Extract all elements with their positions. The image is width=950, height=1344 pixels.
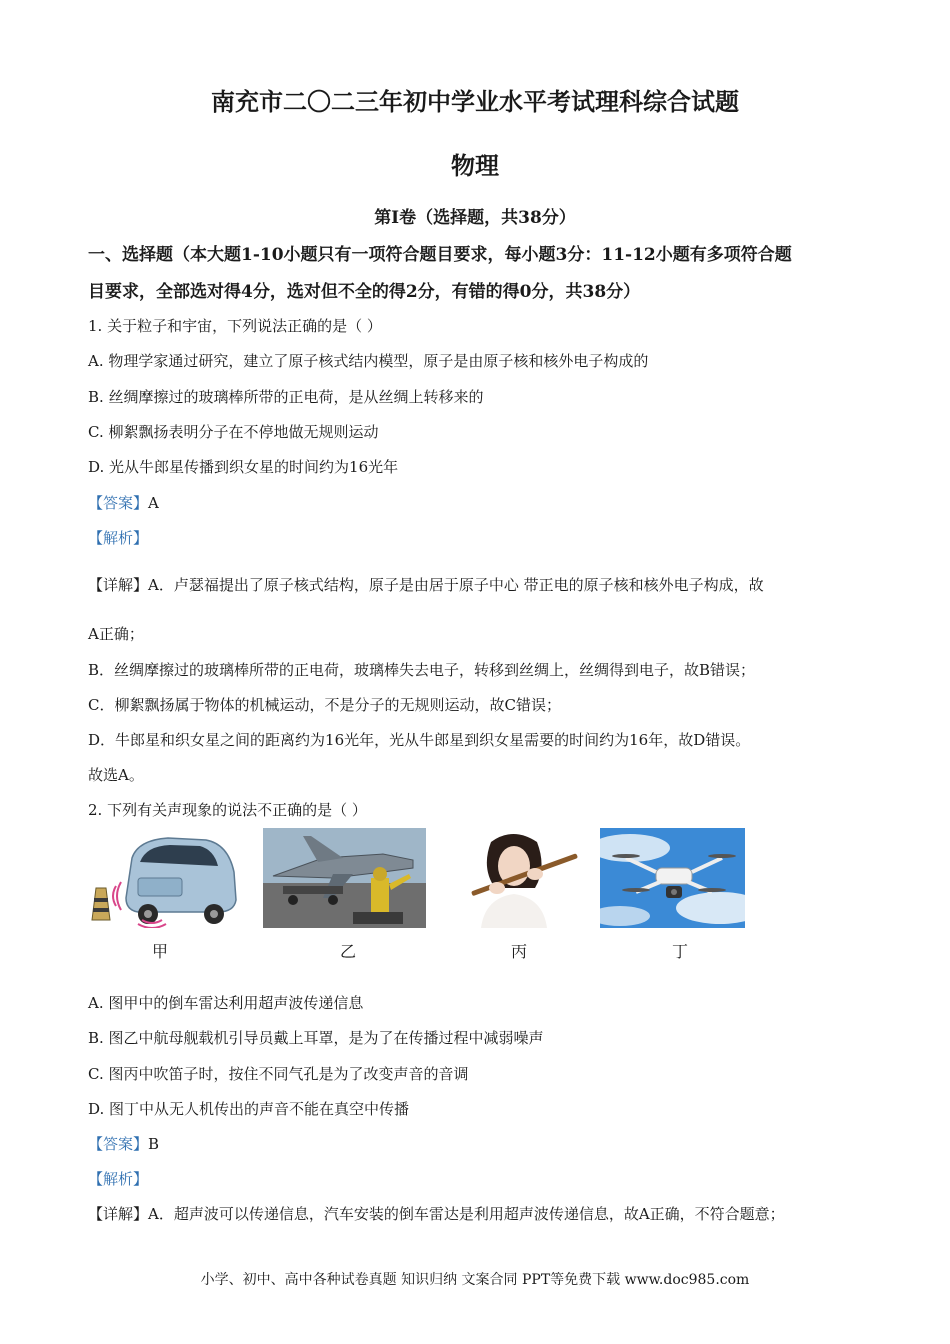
q1-detail-4: C．柳絮飘扬属于物体的机械运动，不是分子的无规则运动，故C错误；: [88, 696, 561, 714]
carrier-jet-image: [263, 828, 426, 928]
figure-caption-jia: 甲: [152, 942, 169, 961]
q1-option-c: C. 柳絮飘扬表明分子在不停地做无规则运动: [88, 423, 379, 441]
answer-value: A: [148, 494, 159, 512]
q1-option-a: A. 物理学家通过研究，建立了原子核式结内模型，原子是由原子核和核外电子构成的: [88, 352, 649, 370]
figure-caption-yi: 乙: [340, 942, 357, 961]
q2-option-b: B. 图乙中航母舰载机引导员戴上耳罩，是为了在传播过程中减弱噪声: [88, 1029, 544, 1047]
q2-option-a: A. 图甲中的倒车雷达利用超声波传递信息: [88, 994, 364, 1012]
q2-stem: 2. 下列有关声现象的说法不正确的是（ ）: [88, 801, 367, 819]
q1-option-d: D. 光从牛郎星传播到织女星的时间约为16光年: [88, 458, 399, 476]
q1-stem: 1. 关于粒子和宇宙，下列说法正确的是（ ）: [88, 317, 382, 335]
part-instructions-line-1: 一、选择题（本大题1-10小题只有一项符合题目要求，每小题3分：11-12小题有多项符合题: [88, 245, 792, 265]
q2-figures: [88, 828, 788, 938]
q1-detail-5: D．牛郎星和织女星之间的距离约为16光年，光从牛郎星到织女星需要的时间约为16年，故D错误。: [88, 731, 751, 749]
answer-value: B: [148, 1135, 160, 1153]
detail-text: A．超声波可以传递信息，汽车安装的倒车雷达是利用超声波传递信息，故A正确，不符合题意；: [148, 1205, 785, 1223]
car-radar-image: [88, 828, 240, 928]
answer-tag: 【答案】: [88, 494, 149, 512]
part-instructions-line-2: 目要求，全部选对得4分，选对但不全的得2分，有错的得0分，共38分）: [88, 282, 641, 302]
q1-answer: [88, 492, 159, 513]
q2-answer: [88, 1133, 159, 1154]
flute-player-image: [451, 828, 578, 928]
q1-detail-1: [88, 574, 764, 595]
q2-option-d: D. 图丁中从无人机传出的声音不能在真空中传播: [88, 1100, 410, 1118]
section-title: 第Ⅰ卷（选择题，共38分）: [374, 208, 576, 228]
drone-image: [600, 828, 745, 928]
detail-text: A．卢瑟福提出了原子核式结构，原子是由居于原子中心 带正电的原子核和核外电子构成，故: [148, 576, 764, 594]
q2-option-c: C. 图丙中吹笛子时，按住不同气孔是为了改变声音的音调: [88, 1065, 469, 1083]
exam-title: 南充市二〇二三年初中学业水平考试理科综合试题: [211, 87, 739, 116]
q2-detail-1: [88, 1203, 785, 1224]
detail-tag: 【详解】: [88, 576, 149, 594]
q1-detail-3: B．丝绸摩擦过的玻璃棒所带的正电荷，玻璃棒失去电子，转移到丝绸上，丝绸得到电子，故B错误；: [88, 661, 756, 679]
answer-tag: 【答案】: [88, 1135, 149, 1153]
detail-tag: 【详解】: [88, 1205, 149, 1223]
q1-option-b: B. 丝绸摩擦过的玻璃棒所带的正电荷，是从丝绸上转移来的: [88, 388, 484, 406]
q1-conclusion: 故选A。: [88, 766, 144, 784]
q1-detail-2: A正确；: [88, 625, 144, 643]
q1-analysis-tag: 【解析】: [88, 529, 149, 547]
figure-caption-bing: 丙: [511, 942, 528, 961]
subject-title: 物理: [451, 151, 499, 180]
page-footer: 小学、初中、高中各种试卷真题 知识归纳 文案合同 PPT等免费下载 www.doc985.com: [200, 1272, 750, 1288]
figure-caption-ding: 丁: [672, 942, 689, 961]
q2-analysis-tag: 【解析】: [88, 1170, 149, 1188]
